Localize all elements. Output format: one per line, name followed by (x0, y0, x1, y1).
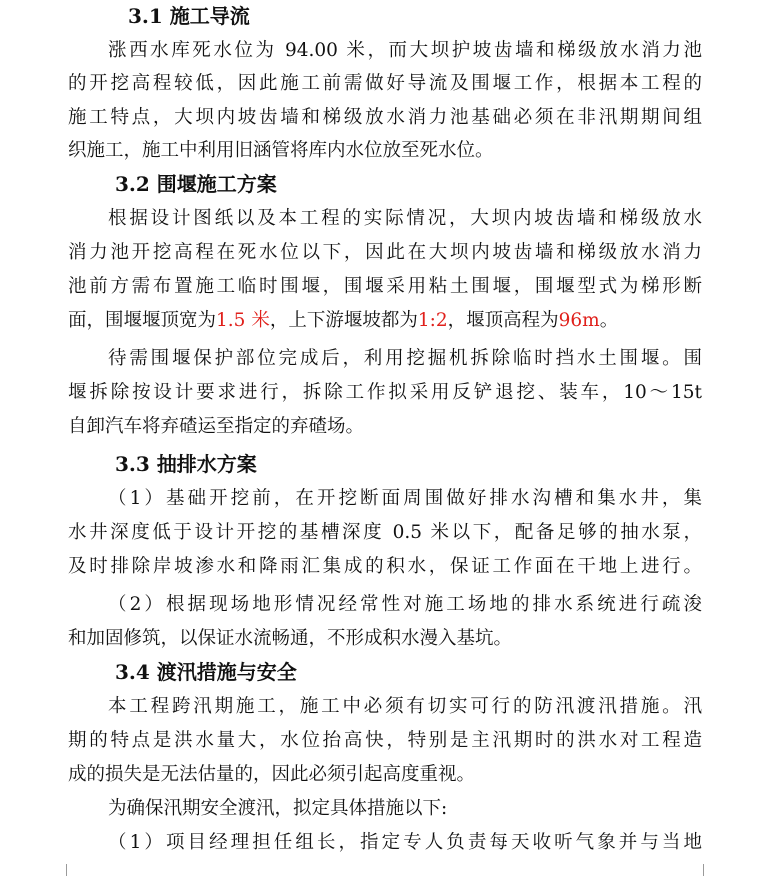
paragraph-line: （1）项目经理担任组长，指定专人负责每天收听气象并与当地 (108, 832, 702, 853)
paragraph-line: 和加固修筑，以保证水流畅通，不形成积水漫入基坑。 (68, 628, 513, 649)
paragraph-line: 本工程跨汛期施工，施工中必须有切实可行的防汛渡汛措施。汛 (108, 696, 702, 717)
paragraph-line: 涨西水库死水位为 94.00 米，而大坝护坡齿墙和梯级放水消力池 (108, 40, 702, 61)
text-run: ，堰顶高程为 (447, 310, 559, 331)
paragraph-line: 自卸汽车将弃碴运至指定的弃碴场。 (68, 416, 365, 437)
paragraph-line: 的开挖高程较低，因此施工前需做好导流及围堰工作，根据本工程的 (68, 73, 702, 94)
crest-width-value: 1.5 米 (216, 310, 270, 331)
paragraph-line: 为确保汛期安全渡汛，拟定具体措施以下: (108, 798, 448, 819)
paragraph-line-with-values (68, 305, 702, 337)
paragraph-line: 期的特点是洪水量大，水位抬高快，特别是主汛期时的洪水对工程造 (68, 730, 702, 751)
paragraph-line: 消力池开挖高程在死水位以下，因此在大坝内坡齿墙和梯级放水消力 (68, 242, 702, 263)
paragraph-line: 池前方需布置施工临时围堰，围堰采用粘土围堰，围堰型式为梯形断 (68, 276, 702, 297)
paragraph-line: 水井深度低于设计开挖的基槽深度 0.5 米以下，配备足够的抽水泵， (68, 522, 702, 543)
paragraph-line: 待需围堰保护部位完成后，利用挖掘机拆除临时挡水土围堰。围 (108, 348, 702, 369)
text-run: 面，围堰堰顶宽为 (68, 310, 217, 331)
text-run: ，上下游堰坡都为 (269, 310, 418, 331)
paragraph-line: 堰拆除按设计要求进行，拆除工作拟采用反铲退挖、装车，10～15t (68, 382, 702, 403)
section-heading-3-1: 3.1 施工导流 (128, 4, 250, 28)
paragraph-line: （2）根据现场地形情况经常性对施工场地的排水系统进行疏浚 (108, 594, 702, 615)
slope-ratio-value: 1:2 (417, 310, 448, 331)
section-heading-3-4: 3.4 渡汛措施与安全 (115, 660, 297, 684)
section-heading-3-2: 3.2 围堰施工方案 (115, 172, 277, 196)
crest-elevation-value: 96m (558, 310, 600, 331)
paragraph-line: 施工特点，大坝内坡齿墙和梯级放水消力池基础必须在非汛期期间组 (68, 107, 702, 128)
paragraph-line: 及时排除岸坡渗水和降雨汇集成的积水，保证工作面在干地上进行。 (68, 556, 702, 577)
text-run: 。 (599, 310, 619, 331)
margin-corner-mark-left (46, 864, 67, 876)
margin-corner-mark-right (703, 864, 724, 876)
paragraph-line: （1）基础开挖前，在开挖断面周围做好排水沟槽和集水井，集 (108, 488, 702, 509)
paragraph-line: 织施工，施工中利用旧涵管将库内水位放至死水位。 (68, 140, 494, 161)
paragraph-line: 根据设计图纸以及本工程的实际情况，大坝内坡齿墙和梯级放水 (108, 208, 702, 229)
section-heading-3-3: 3.3 抽排水方案 (115, 452, 257, 476)
paragraph-line: 成的损失是无法估量的，因此必须引起高度重视。 (68, 764, 476, 785)
